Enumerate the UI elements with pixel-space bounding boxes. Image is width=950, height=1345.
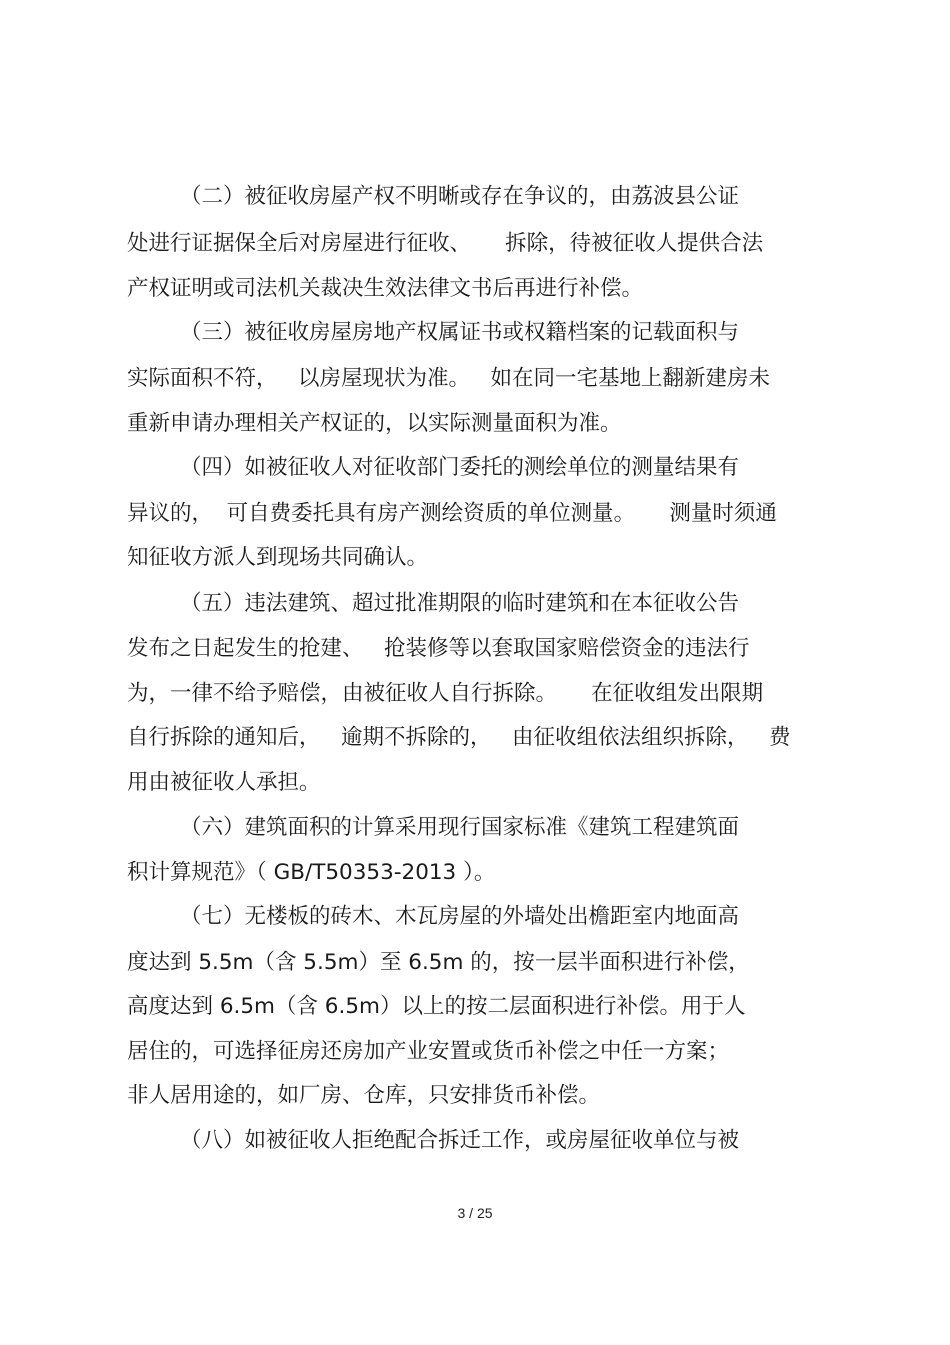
text-line: （五）违法建筑、超过批准期限的临时建筑和在本征收公告 — [180, 591, 740, 616]
text-line: （七）无楼板的砖木、木瓦房屋的外墙处出檐距室内地面高 — [180, 904, 740, 929]
text-line: 积计算规范》（ GB/T50353-2013 ）。 — [127, 860, 496, 885]
text-line: 居住的，可选择征房还房加产业安置或货币补偿之中任一方案； — [127, 1039, 730, 1064]
text-line: 自行拆除的通知后， 逾期不拆除的， 由征收组依法组织拆除， 费 — [127, 725, 791, 750]
text-line: 高度达到 6.5m（含 6.5m）以上的按二层面积进行补偿。用于人 — [127, 994, 746, 1019]
text-line: （八）如被征收人拒绝配合拆迁工作，或房屋征收单位与被 — [180, 1128, 740, 1153]
text-line: 发布之日起发生的抢建、 抢装修等以套取国家赔偿资金的违法行 — [127, 636, 750, 661]
text-line: （四）如被征收人对征收部门委托的测绘单位的测量结果有 — [180, 455, 740, 480]
text-line: 异议的， 可自费委托具有房产测绘资质的单位测量。 测量时须通 — [127, 501, 777, 526]
text-line: 知征收方派人到现场共同确认。 — [127, 545, 429, 570]
text-line: （六）建筑面积的计算采用现行国家标准《建筑工程建筑面 — [180, 815, 740, 840]
text-line: （三）被征收房屋房地产权属证书或权籍档案的记载面积与 — [180, 320, 740, 345]
text-line: 度达到 5.5m（含 5.5m）至 6.5m 的，按一层半面积进行补偿， — [127, 950, 750, 975]
page-number: 3 / 25 — [457, 1205, 493, 1221]
text-line: 实际面积不符， 以房屋现状为准。 如在同一宅基地上翻新建房未 — [127, 366, 771, 391]
text-line: 处进行证据保全后对房屋进行征收、 拆除，待被征收人提供合法 — [127, 231, 764, 256]
text-line: 为，一律不给予赔偿，由被征收人自行拆除。 在征收组发出限期 — [127, 681, 764, 706]
text-line: 重新申请办理相关产权证的，以实际测量面积为准。 — [127, 411, 622, 436]
text-line: （二）被征收房屋产权不明晰或存在争议的，由荔波县公证 — [180, 184, 740, 209]
text-line: 非人居用途的，如厂房、仓库，只安排货币补偿。 — [127, 1083, 601, 1108]
text-line: 用由被征收人承担。 — [127, 770, 321, 795]
text-line: 产权证明或司法机关裁决生效法律文书后再进行补偿。 — [127, 276, 644, 301]
